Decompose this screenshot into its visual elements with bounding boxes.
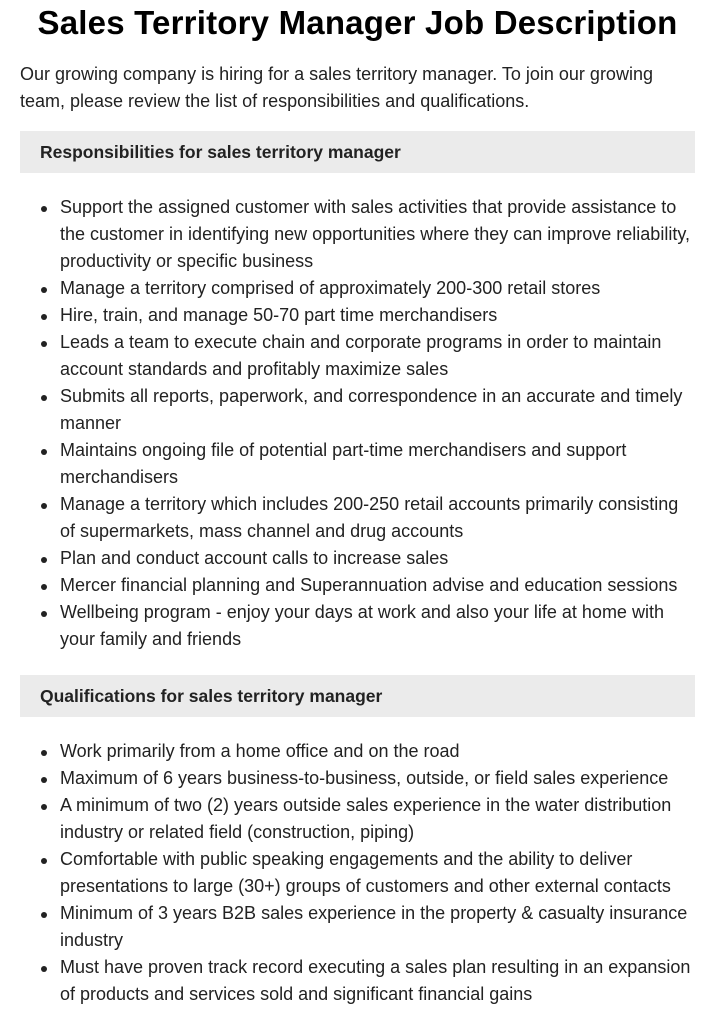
bullet-icon (41, 858, 47, 864)
bullet-icon (41, 395, 47, 401)
bullet-icon (41, 206, 47, 212)
bullet-icon (41, 804, 47, 810)
list-item: Manage a territory comprised of approximately 200-300 retail stores (60, 275, 695, 302)
bullet-icon (41, 750, 47, 756)
bullet-icon (41, 287, 47, 293)
list-item: Mercer financial planning and Superannuation advise and education sessions (60, 572, 695, 599)
list-item: Wellbeing program - enjoy your days at work and also your life at home with your family and friends (60, 599, 695, 653)
qualifications-heading: Qualifications for sales territory manager (20, 675, 695, 717)
list-item: Plan and conduct account calls to increase sales (60, 545, 695, 572)
bullet-icon (41, 966, 47, 972)
list-item: Maintains ongoing file of potential part-time merchandisers and support merchandisers (60, 437, 695, 491)
qualifications-list (20, 738, 695, 1008)
list-item: Hire, train, and manage 50-70 part time merchandisers (60, 302, 695, 329)
bullet-icon (41, 557, 47, 563)
bullet-icon (41, 584, 47, 590)
list-item: Maximum of 6 years business-to-business, outside, or field sales experience (60, 765, 695, 792)
list-item: Must have proven track record executing a sales plan resulting in an expansion of products and services sold and significant financial gains (60, 954, 695, 1008)
responsibilities-heading: Responsibilities for sales territory manager (20, 131, 695, 173)
list-item: Work primarily from a home office and on the road (60, 738, 695, 765)
bullet-icon (41, 912, 47, 918)
bullet-icon (41, 611, 47, 617)
list-item: Leads a team to execute chain and corporate programs in order to maintain account standards and profitably maximize sales (60, 329, 695, 383)
bullet-icon (41, 777, 47, 783)
bullet-icon (41, 314, 47, 320)
bullet-icon (41, 449, 47, 455)
list-item: A minimum of two (2) years outside sales experience in the water distribution industry or related field (construction, piping) (60, 792, 695, 846)
bullet-icon (41, 503, 47, 509)
list-item: Minimum of 3 years B2B sales experience in the property & casualty insurance industry (60, 900, 695, 954)
responsibilities-list (20, 194, 695, 653)
list-item: Submits all reports, paperwork, and correspondence in an accurate and timely manner (60, 383, 695, 437)
list-item: Comfortable with public speaking engagements and the ability to deliver presentations to large (30+) groups of customers and other external contacts (60, 846, 695, 900)
page-title: Sales Territory Manager Job Description (37, 4, 678, 41)
bullet-icon (41, 341, 47, 347)
list-item: Support the assigned customer with sales activities that provide assistance to the customer in identifying new opportunities where they can improve reliability, productivity or specific business (60, 194, 695, 275)
list-item: Manage a territory which includes 200-250 retail accounts primarily consisting of supermarkets, mass channel and drug accounts (60, 491, 695, 545)
intro-paragraph: Our growing company is hiring for a sales territory manager. To join our growing team, please review the list of responsibilities and qualifications. (20, 64, 653, 111)
